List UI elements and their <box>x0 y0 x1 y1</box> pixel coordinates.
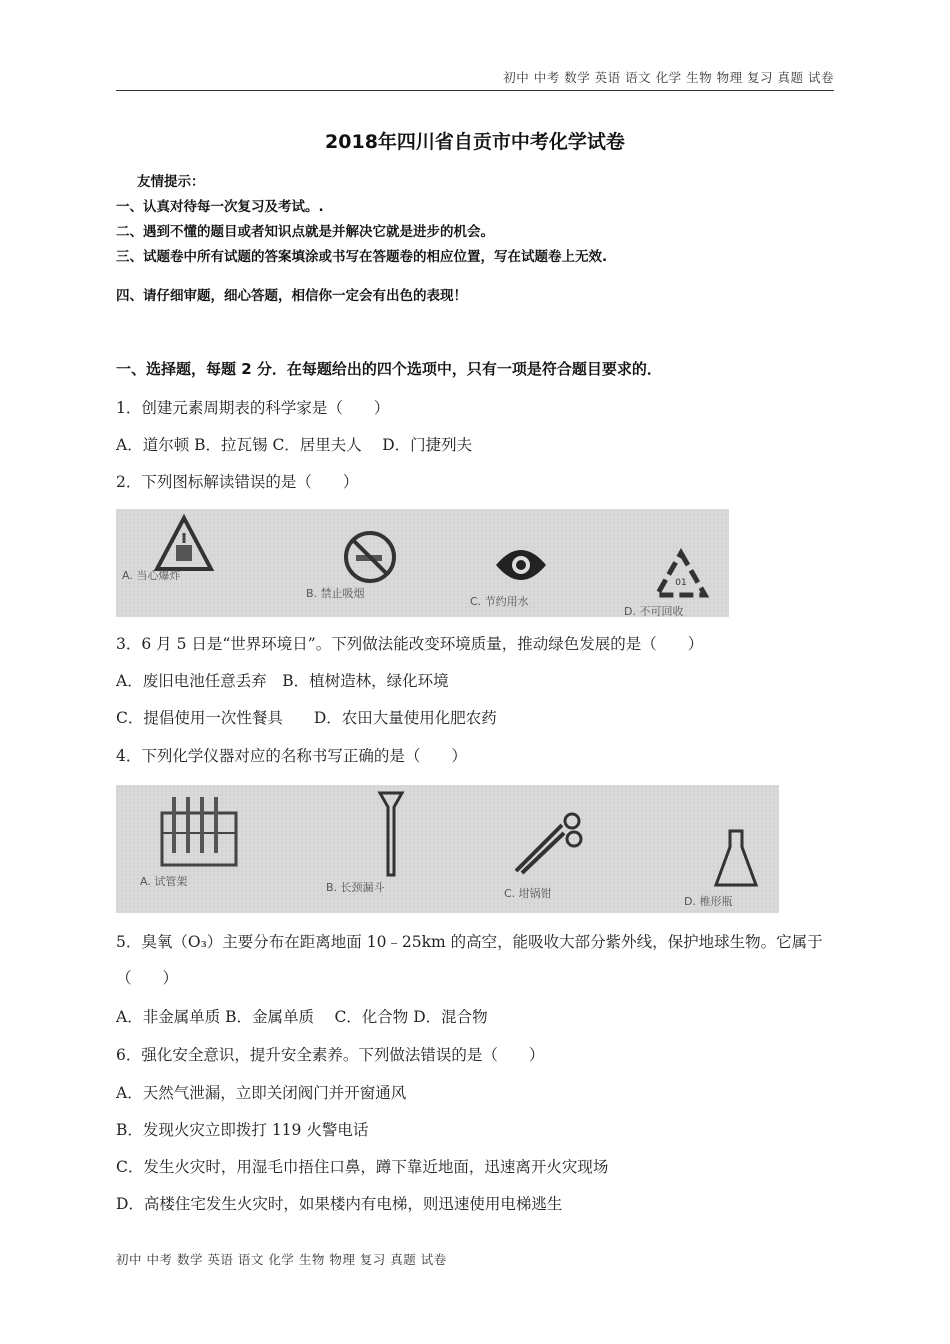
tips-block <box>116 170 836 309</box>
figure-label-c: C. 节约用水 <box>470 595 529 608</box>
question-1-options: A．道尔顿 B．拉瓦锡 C．居里夫人 D．门捷列夫 <box>116 436 473 454</box>
figure-label-b: B. 禁止吸烟 <box>306 587 365 600</box>
no-smoking-icon <box>342 529 398 585</box>
figure-label-d: D. 不可回收 <box>624 605 684 618</box>
question-1-stem: 1．创建元素周期表的科学家是（ ） <box>116 399 390 417</box>
figure-label-a: A. 当心爆炸 <box>122 569 181 582</box>
figure-label-d: D. 椎形瓶 <box>684 895 733 908</box>
tip-item: 四、请仔细审题，细心答题，相信你一定会有出色的表现！ <box>116 288 467 304</box>
question-6-option-a: A．天然气泄漏，立即关闭阀门并开窗通风 <box>116 1084 407 1102</box>
page-footer: 初中 中考 数学 英语 语文 化学 生物 物理 复习 真题 试卷 <box>116 1252 447 1267</box>
explosion-warning-icon <box>154 515 214 573</box>
question-2-stem: 2．下列图标解读错误的是（ ） <box>116 473 359 491</box>
question-6-option-c: C．发生火灾时，用湿毛巾捂住口鼻，蹲下靠近地面，迅速离开火灾现场 <box>116 1158 609 1176</box>
question-6-option-d: D．高楼住宅发生火灾时，如果楼内有电梯，则迅速使用电梯逃生 <box>116 1195 563 1213</box>
question-4-figure <box>116 785 779 913</box>
question-3-stem: 3．6 月 5 日是“世界环境日”。下列做法能改变环境质量，推动绿色发展的是（ ） <box>116 635 704 653</box>
conical-flask-icon <box>714 829 758 889</box>
tip-item: 三、试题卷中所有试题的答案填涂或书写在答题卷的相应位置，写在试题卷上无效. <box>116 249 608 265</box>
tips-heading: 友情提示： <box>137 174 205 190</box>
question-6-option-b: B．发现火灾立即拨打 119 火警电话 <box>116 1121 369 1139</box>
question-5-stem: 5．臭氧（O₃）主要分布在距离地面 10﹣25km 的高空，能吸收大部分紫外线，保护地球生物。它属于（ ） <box>116 933 823 987</box>
svg-text:01: 01 <box>675 578 687 588</box>
figure-label-b: B. 长颈漏斗 <box>326 881 385 894</box>
water-saving-icon <box>492 541 550 589</box>
question-4-stem: 4．下列化学仪器对应的名称书写正确的是（ ） <box>116 747 467 765</box>
section-heading: 一、选择题，每题 2 分．在每题给出的四个选项中，只有一项是符合题目要求的． <box>116 360 662 378</box>
page-title: 2018年四川省自贡市中考化学试卷 <box>325 131 625 153</box>
tip-item: 二、遇到不懂的题目或者知识点就是并解决它就是进步的机会。 <box>116 224 494 240</box>
figure-label-c: C. 坩锅钳 <box>504 887 552 900</box>
recycle-icon <box>653 549 709 599</box>
tip-item: 一、认真对待每一次复习及考试。. <box>116 199 324 215</box>
page-header: 初中 中考 数学 英语 语文 化学 生物 物理 复习 真题 试卷 <box>116 68 834 91</box>
figure-label-a: A. 试管架 <box>140 875 188 888</box>
test-tube-rack-icon <box>156 793 242 871</box>
question-5-options: A．非金属单质 B．金属单质 C．化合物 D．混合物 <box>116 1008 488 1026</box>
question-2-figure <box>116 509 729 617</box>
question-3-options-2: C．提倡使用一次性餐具 D．农田大量使用化肥农药 <box>116 709 497 727</box>
question-3-options-1: A．废旧电池任意丢弃 B．植树造林，绿化环境 <box>116 672 449 690</box>
funnel-icon <box>378 791 404 877</box>
tongs-icon <box>510 811 586 877</box>
question-6-stem: 6．强化安全意识，提升安全素养。下列做法错误的是（ ） <box>116 1046 545 1064</box>
